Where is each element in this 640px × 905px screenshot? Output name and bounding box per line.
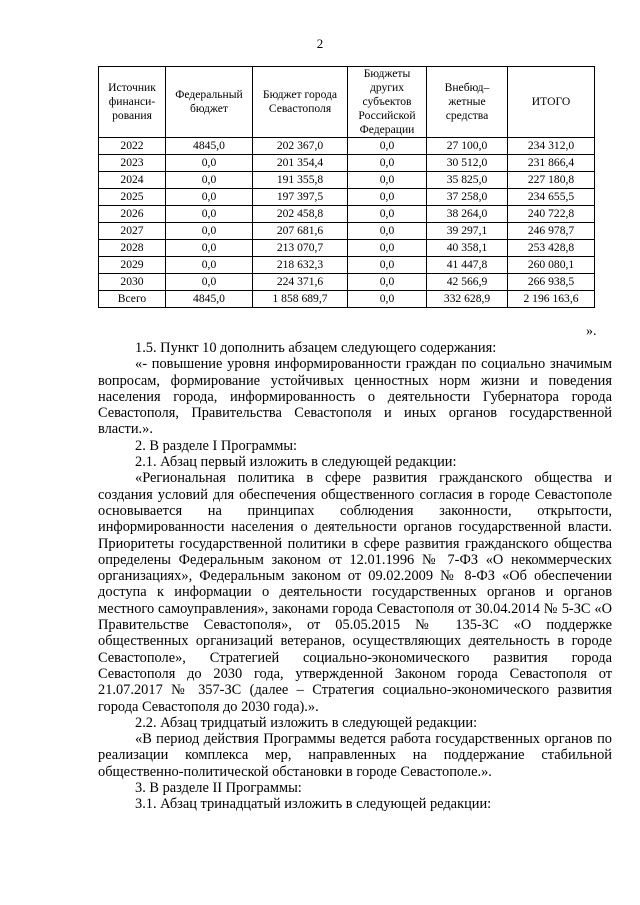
paragraph-quote-regional-policy: «Региональная политика в сфере развития гражданского общества и создания условий для обеспечения общественного согласия в городе Севастополе основывается на принципах соблюдения законности, открытости, информированности населения о деятельности органов государственной власти. Приоритеты государственной политики в сфере развития гражданского общества определены Федеральным законом от 12.01.1996 № 7-ФЗ «О некоммерческих организациях», Федеральным законом от 09.02.2009 № 8-ФЗ «Об обеспечении доступа к информации о деятельности государственных органов и органов местного самоуправления», законами города Севастополя от 30.04.2014 № 5-ЗС «О Правительстве Севастополя», от 05.05.2015 № 135-ЗС «О поддержке общественных организаций ветеранов, осуществляющих деятельность в городе Севастополе», Стратегией социально-экономического развития города Севастополя до 2030 года, утвержденной Законом города Севастополя от 21.07.2017 № 357-ЗС (далее – Стратегия социально-экономического развития города Севастополя до 2030 года).». [98,470,612,715]
table-header-row [99,67,595,138]
paragraph-item-2-2: 2.2. Абзац тридцатый изложить в следующей редакции: [135,714,478,731]
cell-federal: 0,0 [166,274,253,291]
table-row [99,155,595,172]
cell-federal: 0,0 [166,257,253,274]
cell-other: 0,0 [348,274,427,291]
cell-total: 246 978,7 [508,223,595,240]
paragraph-quote-program-period: «В период действия Программы ведется работа государственных органов по реализации комплекса мер, направленных на поддержание стабильной общественно-политической обстановки в городе Севастополе.». [98,731,612,780]
financing-table [98,66,595,308]
cell-city: 201 354,4 [253,155,348,172]
cell-year: 2022 [99,138,166,155]
table-row [99,189,595,206]
table-row [99,240,595,257]
column-header-city-budget: Бюджет города Севастополя [253,67,348,138]
cell-extrabudgetary: 332 628,9 [427,291,508,308]
cell-other: 0,0 [348,138,427,155]
cell-extrabudgetary: 30 512,0 [427,155,508,172]
cell-extrabudgetary: 42 566,9 [427,274,508,291]
cell-year: Всего [99,291,166,308]
table-row [99,206,595,223]
cell-federal: 4845,0 [166,291,253,308]
table-row-total [99,291,595,308]
cell-city: 202 458,8 [253,206,348,223]
cell-year: 2030 [99,274,166,291]
cell-federal: 0,0 [166,206,253,223]
cell-year: 2029 [99,257,166,274]
cell-federal: 0,0 [166,189,253,206]
column-header-total: ИТОГО [508,67,595,138]
cell-city: 202 367,0 [253,138,348,155]
paragraph-item-2: 2. В разделе I Программы: [135,437,298,454]
cell-other: 0,0 [348,206,427,223]
cell-total: 2 196 163,6 [508,291,595,308]
cell-city: 207 681,6 [253,223,348,240]
cell-total: 240 722,8 [508,206,595,223]
cell-federal: 0,0 [166,172,253,189]
paragraph-item-3: 3. В разделе II Программы: [135,780,302,797]
cell-year: 2025 [99,189,166,206]
cell-other: 0,0 [348,291,427,308]
cell-total: 253 428,8 [508,240,595,257]
cell-city: 218 632,3 [253,257,348,274]
cell-other: 0,0 [348,240,427,257]
cell-total: 234 312,0 [508,138,595,155]
cell-year: 2027 [99,223,166,240]
column-header-other-subjects: Бюджеты других субъектов Российской Федерации [348,67,427,138]
cell-city: 197 397,5 [253,189,348,206]
cell-extrabudgetary: 40 358,1 [427,240,508,257]
cell-federal: 0,0 [166,240,253,257]
cell-year: 2024 [99,172,166,189]
cell-year: 2026 [99,206,166,223]
cell-total: 231 866,4 [508,155,595,172]
cell-other: 0,0 [348,257,427,274]
cell-city: 1 858 689,7 [253,291,348,308]
column-header-federal-budget: Федеральный бюджет [166,67,253,138]
cell-extrabudgetary: 41 447,8 [427,257,508,274]
cell-city: 213 070,7 [253,240,348,257]
column-header-extrabudgetary: Внебюд–жетные средства [427,67,508,138]
cell-total: 260 080,1 [508,257,595,274]
page-number: 2 [316,36,324,51]
cell-other: 0,0 [348,172,427,189]
paragraph-quote-informedness: «- повышение уровня информированности граждан по социально значимым вопросам, формирование устойчивых ценностных норм жизни и поведения населения города, информированность о деятельности Губернатора города Севастополя, Правительства Севастополя и иных органов государственной власти.». [98,356,612,438]
paragraph-item-3-1: 3.1. Абзац тринадцатый изложить в следующей редакции: [135,796,492,813]
cell-extrabudgetary: 27 100,0 [427,138,508,155]
cell-extrabudgetary: 38 264,0 [427,206,508,223]
table-row [99,172,595,189]
cell-total: 227 180,8 [508,172,595,189]
cell-extrabudgetary: 39 297,1 [427,223,508,240]
cell-city: 224 371,6 [253,274,348,291]
cell-extrabudgetary: 37 258,0 [427,189,508,206]
table-row [99,257,595,274]
cell-other: 0,0 [348,223,427,240]
table-row [99,274,595,291]
cell-city: 191 355,8 [253,172,348,189]
cell-federal: 0,0 [166,223,253,240]
cell-total: 234 655,5 [508,189,595,206]
table-row [99,223,595,240]
cell-year: 2028 [99,240,166,257]
cell-year: 2023 [99,155,166,172]
cell-federal: 0,0 [166,155,253,172]
cell-other: 0,0 [348,189,427,206]
cell-other: 0,0 [348,155,427,172]
paragraph-item-1-5: 1.5. Пункт 10 дополнить абзацем следующего содержания: [135,340,497,356]
column-header-source: Источник финанси-рования [99,67,166,138]
paragraph-item-2-1: 2.1. Абзац первый изложить в следующей редакции: [135,454,457,471]
document-body [98,340,612,813]
closing-quote: ». [586,324,597,339]
cell-total: 266 938,5 [508,274,595,291]
cell-federal: 4845,0 [166,138,253,155]
table-row [99,138,595,155]
cell-extrabudgetary: 35 825,0 [427,172,508,189]
